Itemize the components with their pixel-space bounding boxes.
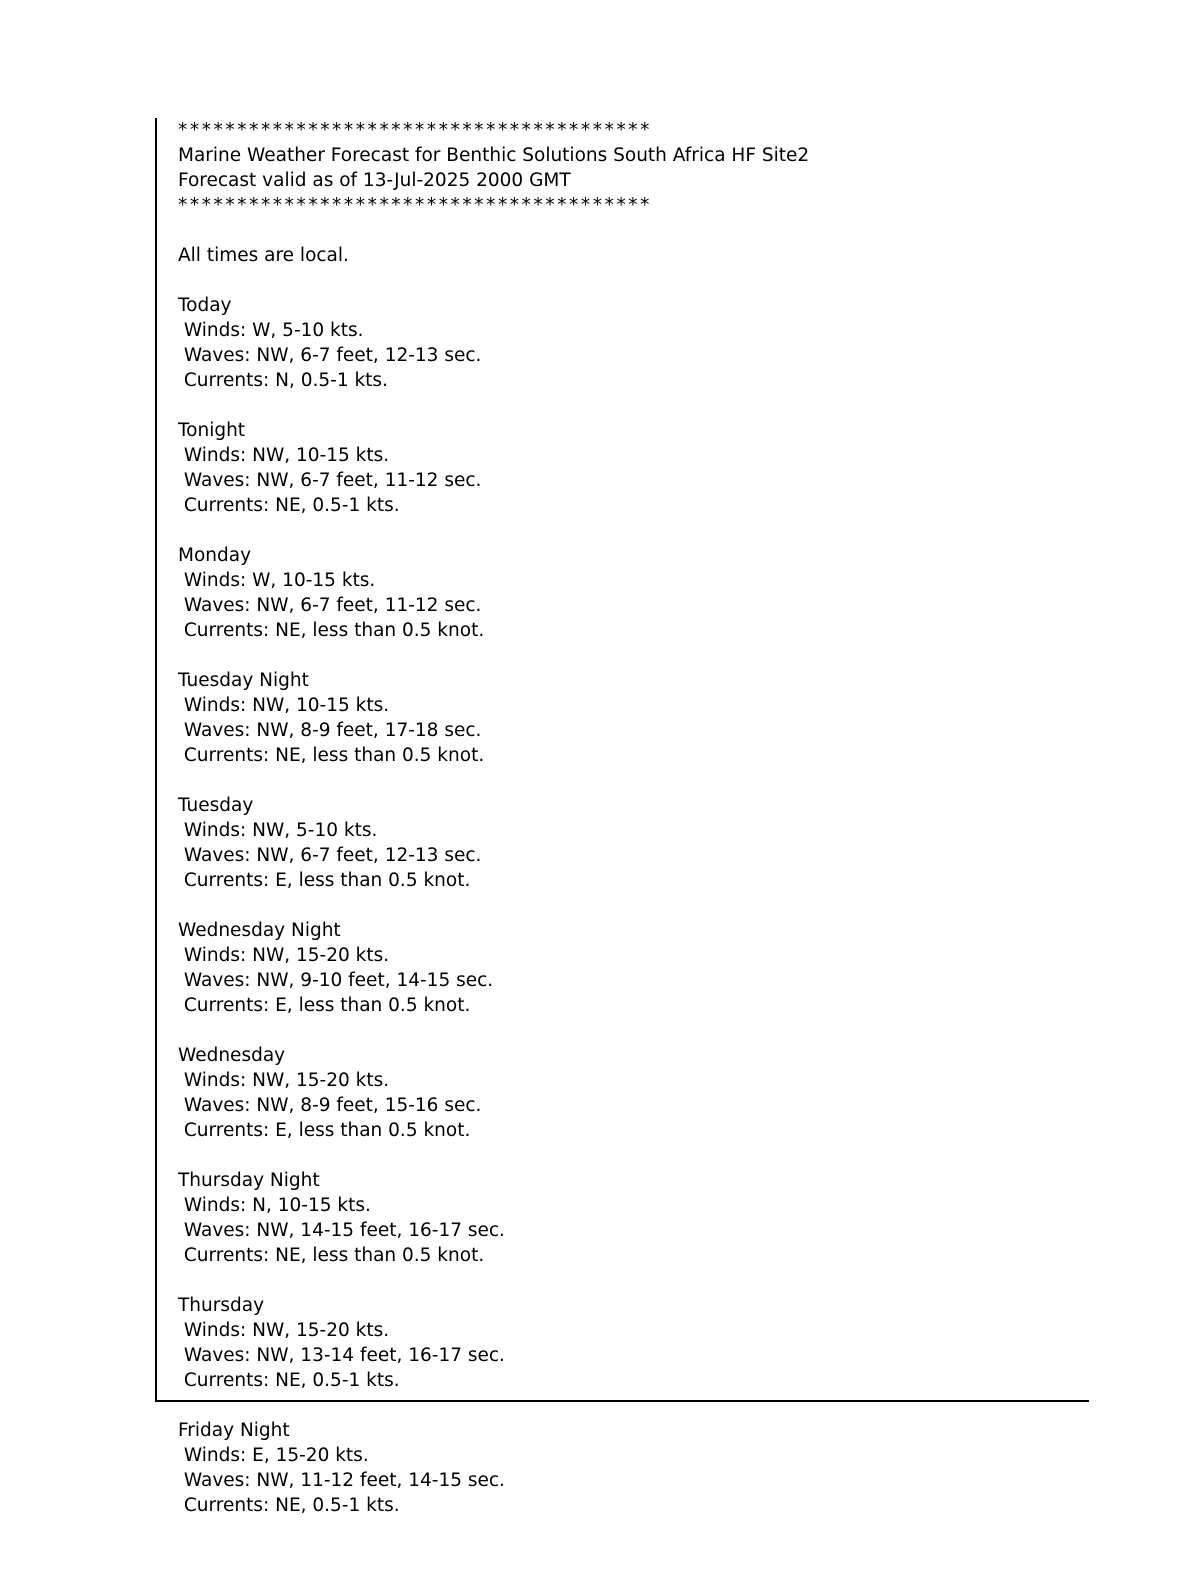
section-waves-line: Waves: NW, 14-15 feet, 16-17 sec. [178,1220,505,1241]
section-waves-line: Waves: NW, 6-7 feet, 11-12 sec. [178,470,482,491]
blank-line [178,1143,1089,1168]
forecast-title: Marine Weather Forecast for Benthic Solutions South Africa HF Site2 [178,145,810,166]
section-waves-line: Waves: NW, 6-7 feet, 11-12 sec. [178,595,482,616]
section-day: Tuesday Night [178,670,309,691]
section-waves-line: Waves: NW, 9-10 feet, 14-15 sec. [178,970,494,991]
section-day: Thursday Night [178,1170,320,1191]
blank-line [178,893,1089,918]
section-waves-line: Waves: NW, 11-12 feet, 14-15 sec. [178,1470,505,1491]
blank-line [178,643,1089,668]
section-currents-line: Currents: NE, less than 0.5 knot. [178,1245,485,1266]
section-waves-line: Waves: NW, 6-7 feet, 12-13 sec. [178,845,482,866]
section-currents-line: Currents: NE, 0.5-1 kts. [178,495,400,516]
forecast-section-tuesday-night [178,643,1089,768]
section-currents-line: Currents: NE, 0.5-1 kts. [178,1370,400,1391]
section-winds-line: Winds: W, 5-10 kts. [178,320,364,341]
forecast-section-thursday-night [178,1143,1089,1268]
section-day: Wednesday Night [178,920,341,941]
section-currents-line: Currents: NE, less than 0.5 knot. [178,745,485,766]
blank-line [178,768,1089,793]
section-currents-line: Currents: E, less than 0.5 knot. [178,870,471,891]
section-currents-line: Currents: E, less than 0.5 knot. [178,1120,471,1141]
header-stars-bottom: **************************************** [178,195,652,216]
section-winds-line: Winds: NW, 15-20 kts. [178,945,390,966]
section-winds-line: Winds: W, 10-15 kts. [178,570,376,591]
forecast-section-tonight [178,393,1089,518]
blank-line [178,1268,1089,1293]
section-day: Monday [178,545,252,566]
section-currents-line: Currents: E, less than 0.5 knot. [178,995,471,1016]
section-day: Friday Night [178,1420,290,1441]
section-winds-line: Winds: NW, 15-20 kts. [178,1320,390,1341]
section-day: Today [178,295,232,316]
blank-line [178,218,1089,243]
blank-line [178,268,1089,293]
section-winds-line: Winds: NW, 5-10 kts. [178,820,378,841]
section-winds-line: Winds: NW, 15-20 kts. [178,1070,390,1091]
forecast-section-thursday [178,1268,1089,1393]
section-winds-line: Winds: E, 15-20 kts. [178,1445,369,1466]
section-waves-line: Waves: NW, 13-14 feet, 16-17 sec. [178,1345,505,1366]
forecast-section-wednesday [178,1018,1089,1143]
section-currents-line: Currents: NE, less than 0.5 knot. [178,620,485,641]
note-all-times-local: All times are local. [178,245,349,266]
header-stars-top: **************************************** [178,120,652,141]
section-day: Tuesday [178,795,254,816]
forecast-section-friday-night [178,1418,1200,1518]
section-day: Tonight [178,420,246,441]
forecast-message-box [155,118,1089,1402]
section-waves-line: Waves: NW, 6-7 feet, 12-13 sec. [178,345,482,366]
section-waves-line: Waves: NW, 8-9 feet, 17-18 sec. [178,720,482,741]
section-day: Thursday [178,1295,265,1316]
blank-line [178,518,1089,543]
blank-line [178,1018,1089,1043]
forecast-section-wednesday-night [178,893,1089,1018]
forecast-section-monday [178,518,1089,643]
section-currents-line: Currents: N, 0.5-1 kts. [178,370,388,391]
section-winds-line: Winds: NW, 10-15 kts. [178,445,390,466]
section-winds-line: Winds: NW, 10-15 kts. [178,695,390,716]
blank-line [178,393,1089,418]
section-waves-line: Waves: NW, 8-9 feet, 15-16 sec. [178,1095,482,1116]
section-winds-line: Winds: N, 10-15 kts. [178,1195,371,1216]
section-currents-line: Currents: NE, 0.5-1 kts. [178,1495,400,1516]
section-day: Wednesday [178,1045,286,1066]
forecast-section-today [178,268,1089,393]
forecast-validity-line: Forecast valid as of 13-Jul-2025 2000 GMT [178,170,571,191]
forecast-section-tuesday [178,768,1089,893]
